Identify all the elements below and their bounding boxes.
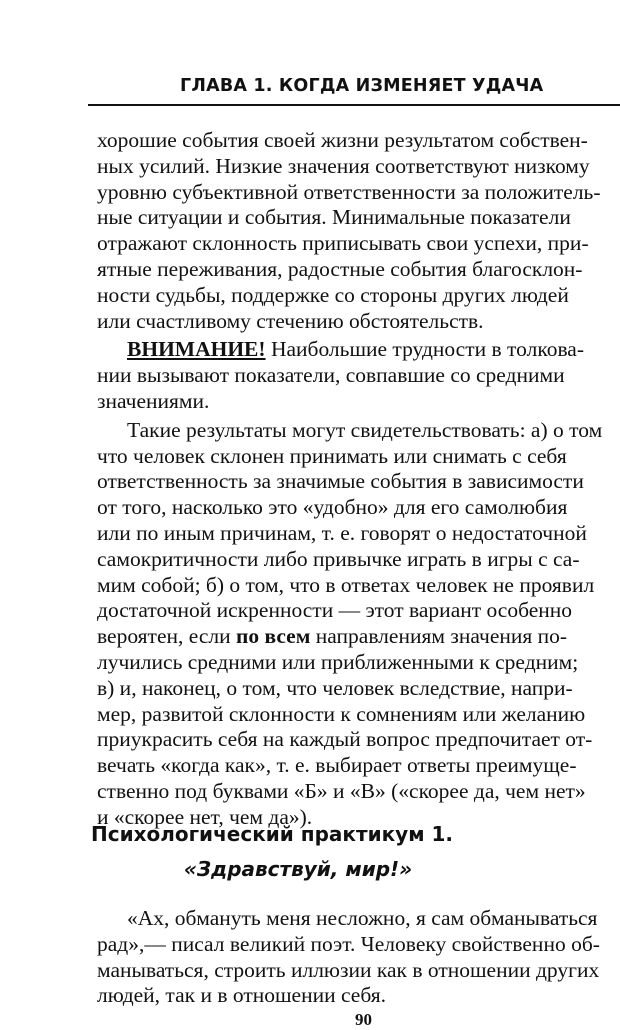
emphasis-bold: по всем: [235, 624, 311, 649]
paragraph-line: людей, так и в отношении себя.: [97, 983, 386, 1008]
paragraph-line: ных усилий. Низкие значения соответствуют низкому: [97, 153, 590, 178]
paragraph-line: достаточной искренности — этот вариант особенно: [97, 598, 573, 623]
paragraph-line: ответственность за значимые события в зависимости: [97, 469, 584, 494]
running-head: ГЛАВА 1. КОГДА ИЗМЕНЯЕТ УДАЧА: [180, 76, 544, 96]
main-text: [97, 128, 620, 831]
paragraph-line: в) и, наконец, о том, что человек вследствие, напри-: [97, 675, 573, 700]
paragraph-line: ятные переживания, радостные события благосклон-: [97, 256, 583, 281]
paragraph-line: мер, развитой склонности к сомнениям или желанию: [97, 701, 586, 726]
paragraph-line: манываться, строить иллюзии как в отношении других: [97, 957, 600, 982]
emphasis-before: вероятен, если: [97, 624, 236, 649]
paragraph-line: от того, насколько это «удобно» для его самолюбия: [97, 495, 568, 520]
emphasis-after: направлениям значения по-: [310, 624, 568, 649]
paragraph-line: или по иным причинам, т. е. говорят о недостаточной: [97, 520, 587, 545]
paragraph-line: уровню субъективной ответственности за положитель-: [97, 179, 601, 204]
paragraph-line: рад»,— писал великий поэт. Человеку свойственно об-: [97, 931, 600, 956]
section-subtitle: «Здравствуй, мир!»: [183, 857, 413, 881]
paragraph-line: или счастливому стечению обстоятельств.: [97, 308, 484, 333]
paragraph-line: лучились средними или приближенными к средним;: [97, 649, 579, 674]
page-number: 90: [355, 1010, 372, 1029]
attention-rest: Наибольшие трудности в толкова-: [265, 337, 585, 362]
paragraph-line: хорошие события своей жизни результатом собствен-: [97, 128, 588, 152]
paragraph-line: отражают склонность приписывать свои успехи, при-: [97, 231, 589, 256]
paragraph-line: мим собой; б) о том, что в ответах человек не проявил: [97, 572, 595, 597]
paragraph-line: значениями.: [97, 388, 210, 413]
paragraph-line: ные ситуации и события. Минимальные показатели: [97, 205, 571, 230]
quote-paragraph: [97, 906, 620, 1009]
attention-label: ВНИМАНИЕ!: [127, 337, 266, 362]
paragraph-line: Такие результаты могут свидетельствовать: а) о том: [127, 417, 603, 442]
paragraph-line: вечать «когда как», т. е. выбирает ответы преимуще-: [97, 753, 577, 778]
paragraph-line: ности судьбы, поддержке со стороны других людей: [97, 282, 569, 307]
paragraph-line: «Ах, обмануть меня несложно, я сам обманываться: [127, 906, 598, 930]
header-rule: [88, 104, 620, 106]
paragraph-line: нии вызывают показатели, совпавшие со средними: [97, 363, 565, 388]
section-title: Психологический практикум 1.: [90, 822, 454, 846]
paragraph-line: приукрасить себя на каждый вопрос предпочитает от-: [97, 727, 593, 752]
paragraph-line: и «скорее нет, чем да»).: [97, 804, 313, 829]
paragraph-line: самокритичности либо привычке играть в игры с са-: [97, 546, 580, 571]
paragraph-line: ственно под буквами «Б» и «В» («скорее да, чем нет»: [97, 778, 586, 803]
paragraph-line: что человек склонен принимать или снимать с себя: [97, 443, 567, 468]
emphasis-line: [97, 624, 620, 650]
attention-line: [97, 337, 620, 363]
